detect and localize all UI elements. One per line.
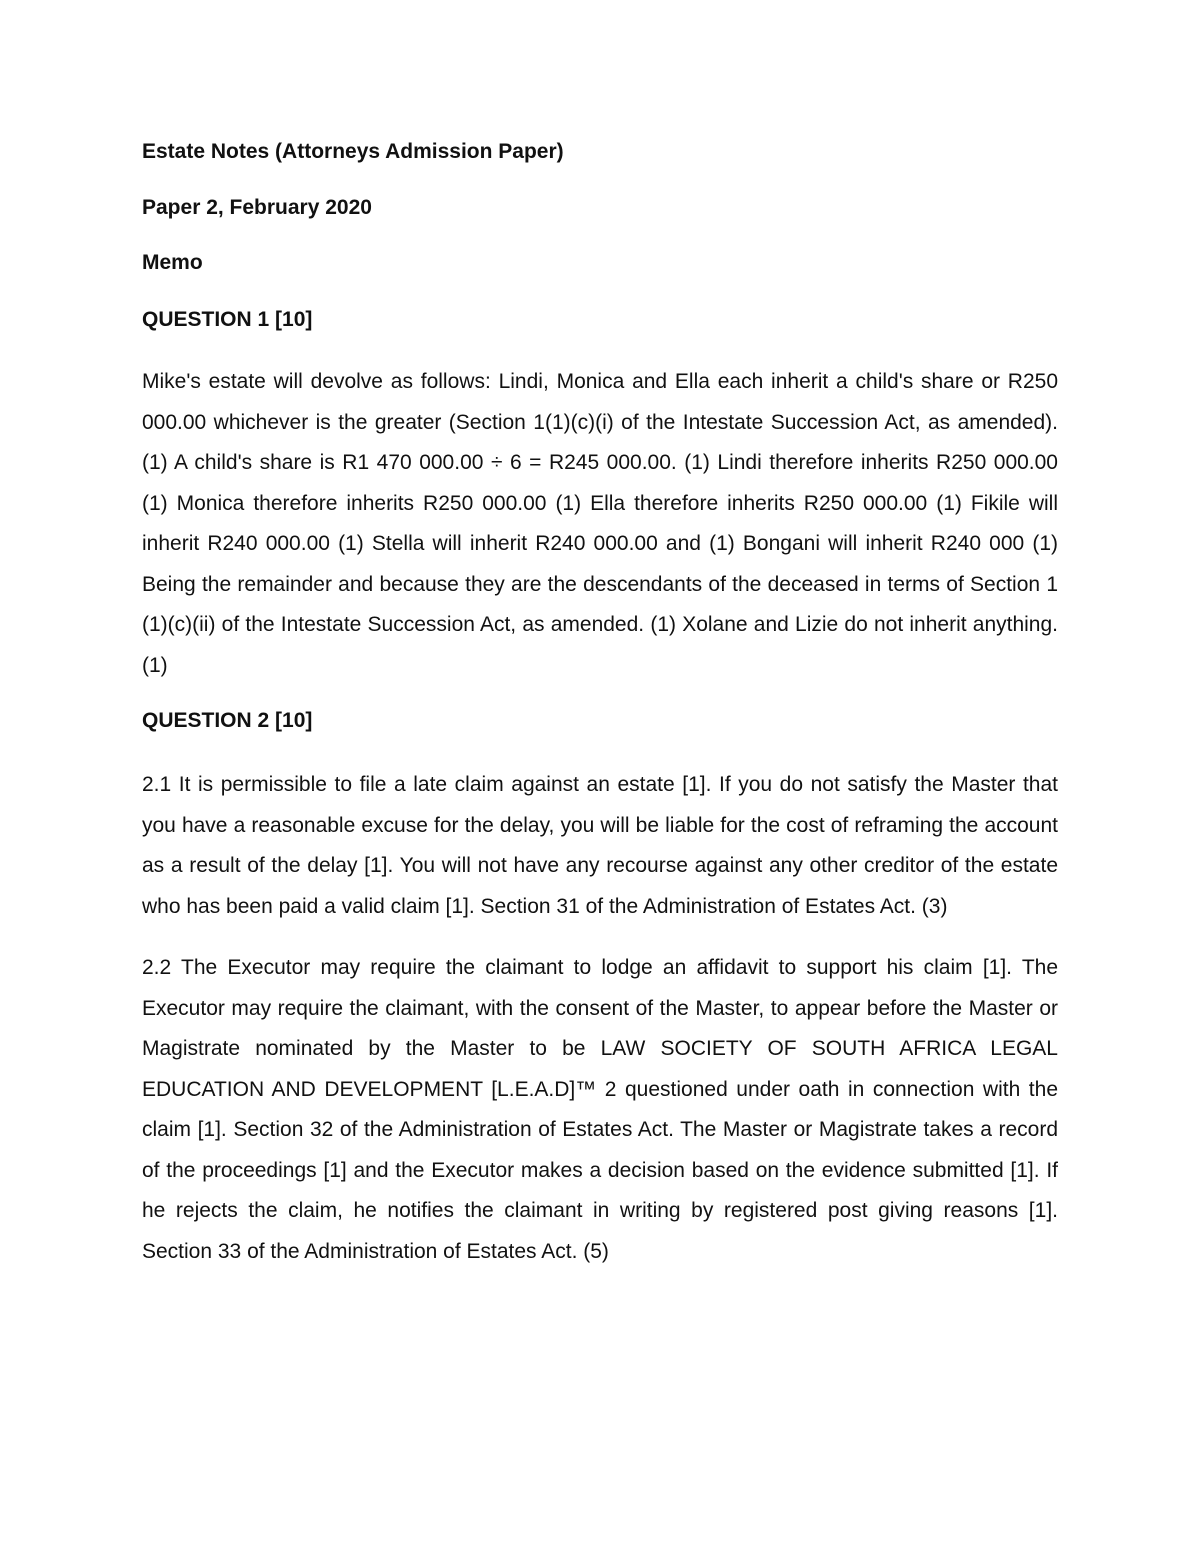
document-page	[142, 138, 1058, 1272]
question-1-heading: QUESTION 1 [10]	[142, 308, 313, 331]
answer-2-1: 2.1 It is permissible to file a late claim against an estate [1]. If you do not satisfy the Master that you have a reasonable excuse for the delay, you will be liable for the cost of reframing the account as a result of the delay [1]. You will not have any recourse against any other creditor of the estate who has been paid a valid claim [1]. Section 31 of the Administration of Estates Act. (3)	[142, 773, 1058, 918]
memo-heading: Memo	[142, 251, 203, 274]
question-2-heading: QUESTION 2 [10]	[142, 709, 313, 732]
question-1-answer: Mike's estate will devolve as follows: Lindi, Monica and Ella each inherit a child's share or R250 000.00 whichever is the greater (Section 1(1)(c)(i) of the Intestate Succession Act, as amended). (1) A child's share is R1 470 000.00 ÷ 6 = R245 000.00. (1) Lindi therefore inherits R250 000.00 (1) Monica therefore inherits R250 000.00 (1) Ella therefore inherits R250 000.00 (1) Fikile will inherit R240 000.00 (1) Stella will inherit R240 000.00 and (1) Bongani will inherit R240 000 (1) Being the remainder and because they are the descendants of the deceased in terms of Section 1 (1)(c)(ii) of the Intestate Succession Act, as amended. (1) Xolane and Lizie do not inherit anything. (1)	[142, 370, 1058, 677]
document-title: Estate Notes (Attorneys Admission Paper)	[142, 140, 564, 163]
paper-subtitle: Paper 2, February 2020	[142, 196, 372, 219]
answer-2-2: 2.2 The Executor may require the claimant to lodge an affidavit to support his claim [1]. The Executor may require the claimant, with the consent of the Master, to appear before the Master or Magistrate nominated by the Master to be LAW SOCIETY OF SOUTH AFRICA LEGAL EDUCATION AND DEVELOPMENT [L.E.A.D]™ 2 questioned under oath in connection with the claim [1]. Section 32 of the Administration of Estates Act. The Master or Magistrate takes a record of the proceedings [1] and the Executor makes a decision based on the evidence submitted [1]. If he rejects the claim, he notifies the claimant in writing by registered post giving reasons [1]. Section 33 of the Administration of Estates Act. (5)	[142, 956, 1058, 1263]
